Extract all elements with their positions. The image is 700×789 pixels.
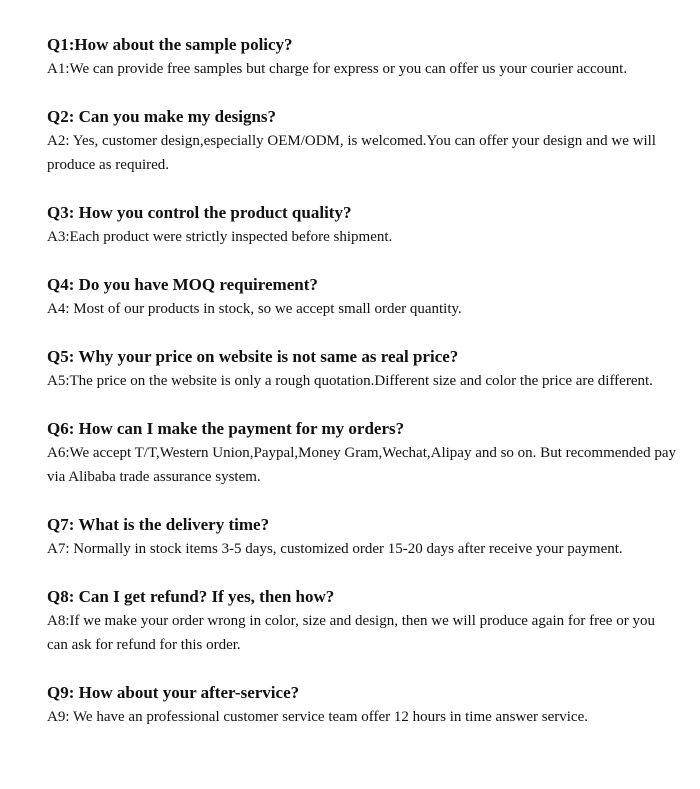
faq-answer: A4: Most of our products in stock, so we accept small order quantity.	[47, 301, 462, 317]
faq-answer: A2: Yes, customer design,especially OEM/ODM, is welcomed.You can offer your design and we will produce as required.	[47, 133, 656, 173]
faq-question: Q1:How about the sample policy?	[47, 35, 293, 54]
faq-question: Q8: Can I get refund? If yes, then how?	[47, 587, 335, 606]
faq-answer: A6:We accept T/T,Western Union,Paypal,Money Gram,Wechat,Alipay and so on. But recommended pay via Alibaba trade assurance system.	[47, 445, 676, 485]
faq-answer: A1:We can provide free samples but charge for express or you can offer us your courier account.	[47, 61, 628, 77]
faq-question: Q2: Can you make my designs?	[47, 107, 277, 126]
faq-item	[47, 345, 677, 393]
faq-question: Q9: How about your after-service?	[47, 683, 300, 702]
faq-answer: A7: Normally in stock items 3-5 days, customized order 15-20 days after receive your payment.	[47, 541, 623, 557]
faq-answer: A5:The price on the website is only a rough quotation.Different size and color the price are different.	[47, 373, 653, 389]
faq-question: Q3: How you control the product quality?	[47, 203, 352, 222]
faq-item	[47, 513, 677, 561]
faq-item	[47, 105, 677, 177]
faq-item	[47, 273, 677, 321]
faq-item	[47, 201, 677, 249]
faq-item	[47, 585, 677, 657]
faq-list	[47, 33, 677, 753]
faq-answer: A9: We have an professional customer service team offer 12 hours in time answer service.	[47, 709, 588, 725]
faq-question: Q7: What is the delivery time?	[47, 515, 270, 534]
faq-item	[47, 417, 677, 489]
faq-question: Q6: How can I make the payment for my orders?	[47, 419, 405, 438]
faq-answer: A8:If we make your order wrong in color, size and design, then we will produce again for free or you can ask for refund for this order.	[47, 613, 655, 653]
faq-item	[47, 681, 677, 729]
faq-item	[47, 33, 677, 81]
faq-question: Q4: Do you have MOQ requirement?	[47, 275, 318, 294]
faq-answer: A3:Each product were strictly inspected before shipment.	[47, 229, 393, 245]
faq-question: Q5: Why your price on website is not same as real price?	[47, 347, 459, 366]
